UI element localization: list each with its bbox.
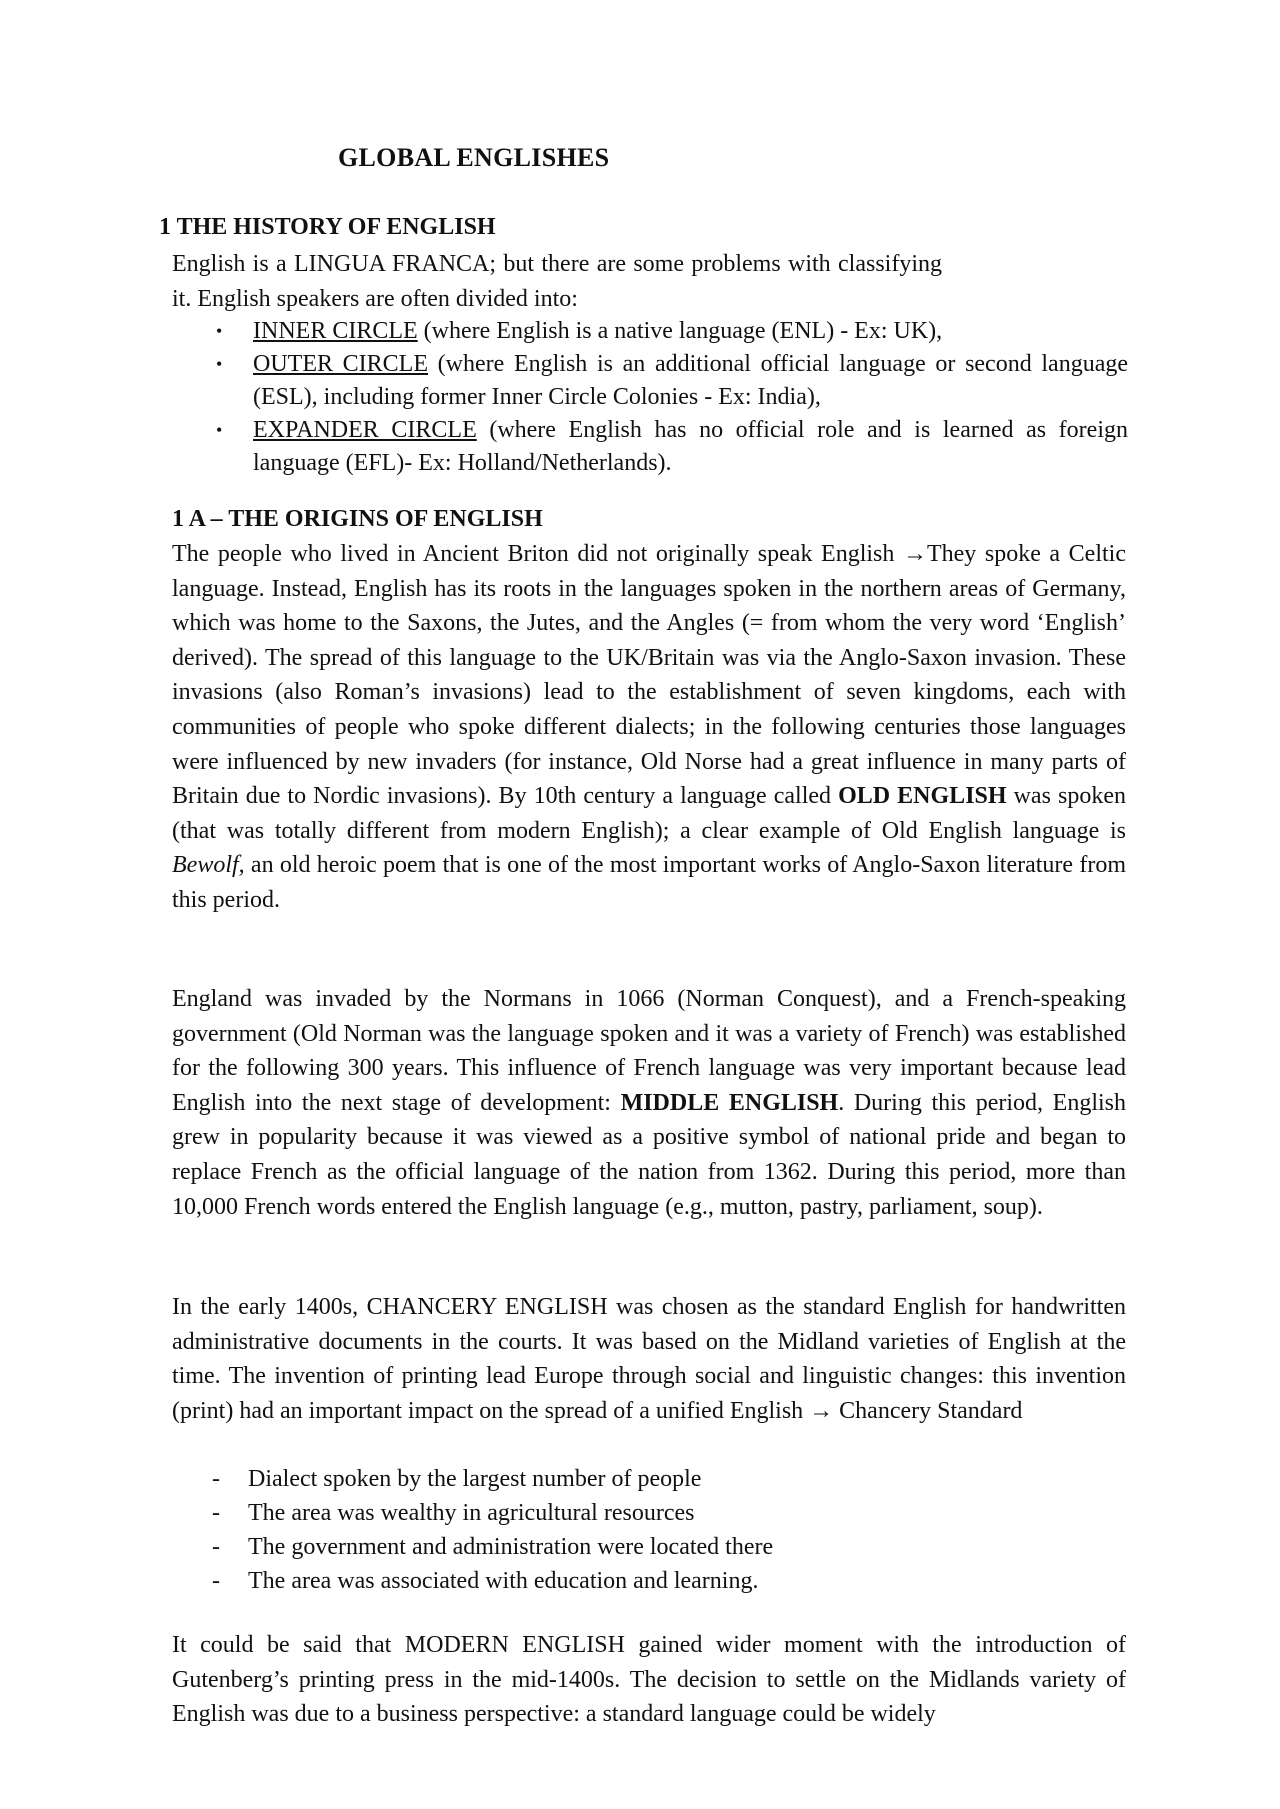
dash-bullet: - xyxy=(212,1500,220,1526)
circle-name: INNER CIRCLE xyxy=(253,318,418,344)
dash-bullet: - xyxy=(212,1466,220,1492)
intro-paragraph: English is a LINGUA FRANCA; but there are some problems with classifying it. English speakers are often divided into: xyxy=(172,251,942,312)
dash-bullet: - xyxy=(212,1534,220,1560)
list-item xyxy=(172,1462,1072,1496)
circles-list xyxy=(172,315,1128,480)
dash-bullet: - xyxy=(212,1568,220,1594)
list-item-text: The government and administration were located there xyxy=(248,1534,774,1560)
paragraph-modern-english: It could be said that MODERN ENGLISH gained wider moment with the introduction of Gutenberg’s printing press in the mid-1400s. The decision to settle on the Midlands variety of English was due to a business perspective: a standard language could be widely xyxy=(172,1632,1126,1728)
list-item xyxy=(172,315,1128,348)
list-item xyxy=(172,1530,1072,1564)
bullet-icon: • xyxy=(216,354,223,374)
paragraph-text: . During this period, English grew in popularity because it was viewed as a positive symbol of national pride and began to replace French as the official language of the nation from 1362. During this period, more than 10,000 French words entered the English language (e.g., mutton, pastry, parliament, soup). xyxy=(172,1089,1127,1220)
list-item xyxy=(172,1564,1072,1598)
circle-name: EXPANDER CIRCLE xyxy=(253,417,477,443)
work-title-beowulf: Bewolf, xyxy=(172,852,245,879)
paragraph-text: England was invaded by the Normans in 1066 (Norman Conquest), and a French-speaking government (Old Norman was the language spoken and it was a variety of French) was established for the following 300 years. This influence of French language was very important because lead English into the next stage of development: xyxy=(172,986,1126,1116)
paragraph-text: an old heroic poem that is one of the most important works of Anglo-Saxon literature from this period. xyxy=(172,852,1126,913)
paragraph-origins xyxy=(172,537,1126,918)
term-middle-english: MIDDLE ENGLISH xyxy=(620,1089,839,1116)
bullet-icon: • xyxy=(216,321,223,341)
list-item xyxy=(172,1496,1072,1530)
document-title: GLOBAL ENGLISHES xyxy=(338,143,610,172)
section-heading-history: 1 THE HISTORY OF ENGLISH xyxy=(159,214,496,240)
term-old-english: OLD ENGLISH xyxy=(838,783,1007,810)
circle-description: (where English is a native language (ENL) - Ex: UK), xyxy=(417,318,943,344)
reasons-list xyxy=(172,1462,1072,1598)
paragraph-chancery: In the early 1400s, CHANCERY ENGLISH was chosen as the standard English for handwritten administrative documents in the courts. It was based on the Midland varieties of English at the time. The invention of printing lead Europe through social and linguistic changes: this invention (print) had an important impact on the spread of a unified English → Chancery Standard xyxy=(172,1294,1126,1424)
list-item xyxy=(172,348,1128,414)
list-item xyxy=(172,414,1128,480)
circle-description: (where English has no official role and is learned as foreign language (EFL)- Ex: Holland/Netherlands). xyxy=(253,417,1128,476)
paragraph-text: The people who lived in Ancient Briton did not originally speak English →They spoke a Celtic language. Instead, English has its roots in the languages spoken in the northern areas of Germany, which was home to the Saxons, the Jutes, and the Angles (= from whom the very word ‘English’ derived). The spread of this language to the UK/Britain was via the Anglo-Saxon invasion. These invasions (also Roman’s invasions) lead to the establishment of seven kingdoms, each with communities of people who spoke different dialects; in the following centuries those languages were influenced by new invaders (for instance, Old Norse had a great influence in many parts of Britain due to Nordic invasions). By 10th century a language called xyxy=(172,541,1126,810)
list-item-text: Dialect spoken by the largest number of people xyxy=(248,1466,702,1492)
paragraph-text: was spoken (that was totally different from modern English); a clear example of Old English language is xyxy=(172,783,1126,844)
circle-name: OUTER CIRCLE xyxy=(253,351,428,377)
bullet-icon: • xyxy=(216,420,223,440)
section-heading-origins: 1 A – THE ORIGINS OF ENGLISH xyxy=(172,506,543,532)
list-item-text: The area was associated with education and learning. xyxy=(248,1568,759,1594)
paragraph-norman-conquest xyxy=(172,982,1126,1224)
circle-description: (where English is an additional official language or second language (ESL), including former Inner Circle Colonies - Ex: India), xyxy=(253,351,1129,410)
list-item-text: The area was wealthy in agricultural resources xyxy=(248,1500,695,1526)
